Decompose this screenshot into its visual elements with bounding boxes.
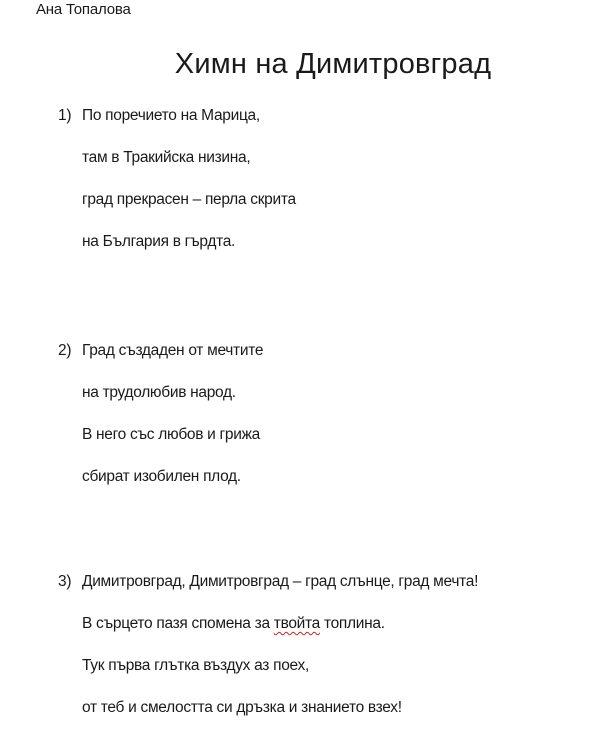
- author-name: Ана Топалова: [36, 1, 131, 18]
- verse-text: от теб и смелостта си дръзка и знанието взех!: [82, 699, 402, 716]
- verse-text: там в Тракийска низина,: [82, 149, 251, 166]
- verse-text: Тук първа глътка въздух аз поех,: [82, 657, 309, 674]
- verse-text: [82, 613, 385, 635]
- document-title: Химн на Димитровград: [174, 48, 492, 80]
- verse-text: Димитровград, Димитровград – град слънце, град мечта!: [82, 573, 479, 590]
- stanza-number: 2): [58, 342, 72, 359]
- verse-text: По поречието на Марица,: [82, 107, 260, 124]
- verse-text: на трудолюбив народ.: [82, 384, 236, 401]
- verse-text-end: топлина.: [319, 615, 385, 632]
- verse-text: Град създаден от мечтите: [82, 342, 264, 359]
- verse-text: на България в гърдта.: [82, 233, 236, 250]
- verse-text-start: В сърцето пазя спомена за: [82, 615, 274, 632]
- misspelled-word[interactable]: твойта: [273, 615, 320, 632]
- stanza-number: 1): [58, 107, 72, 124]
- stanza-number: 3): [58, 573, 72, 590]
- verse-text: град прекрасен – перла скрита: [82, 191, 296, 208]
- verse-text: сбират изобилен плод.: [82, 468, 241, 485]
- verse-text: В него със любов и грижа: [82, 426, 260, 443]
